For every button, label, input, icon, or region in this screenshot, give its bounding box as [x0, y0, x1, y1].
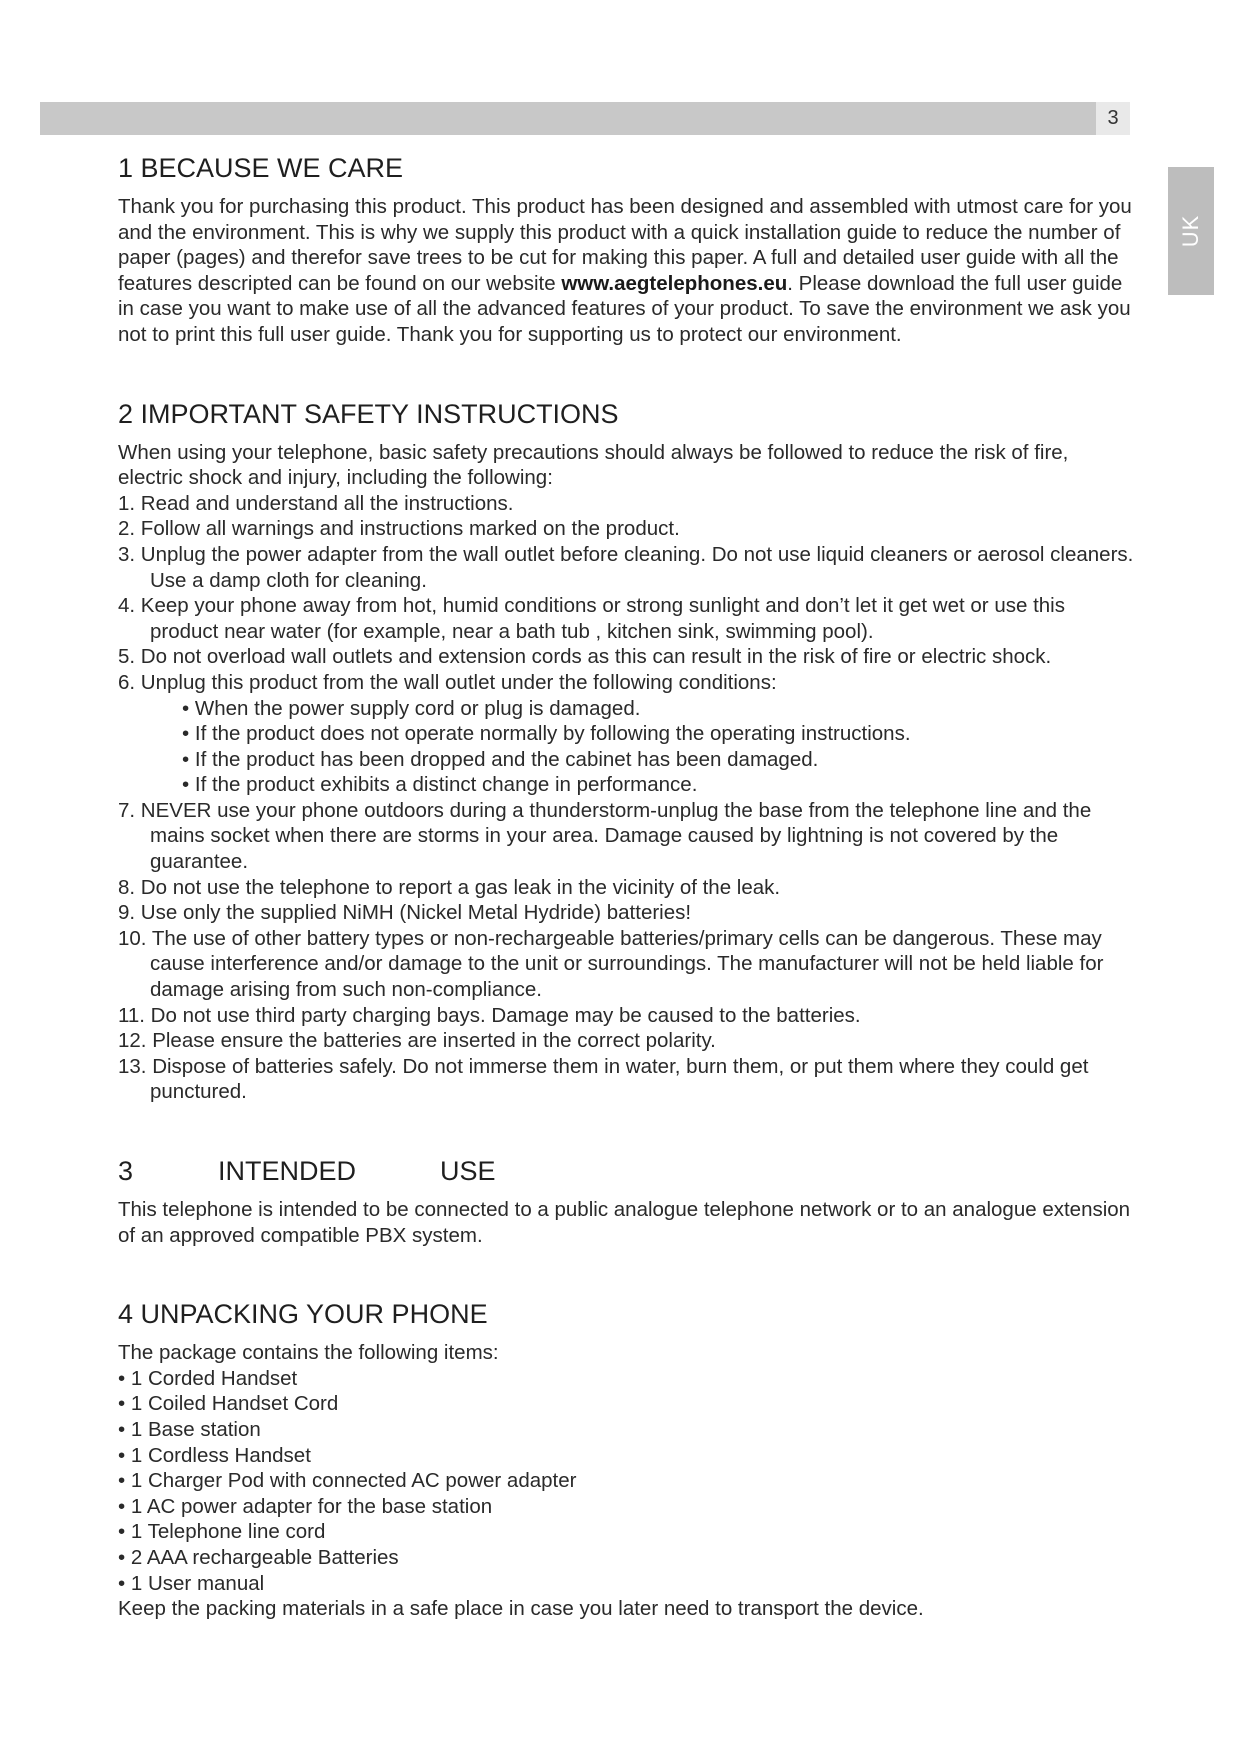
header-bar	[40, 102, 1096, 135]
list-item: 7. NEVER use your phone outdoors during a thunderstorm-unplug the base from the telephone line and the mains socket when there are storms in your area. Damage caused by lightning is not covered by the guarantee.	[118, 798, 1092, 874]
list-item: 6. Unplug this product from the wall outlet under the following conditions: • When the power supply cord or plug is damaged. • If the product does not operate normally by following the operating instructions. • If the product has been dropped and the cabinet has been damaged. • If the product exhibits a distinct change in performance.	[118, 670, 1136, 798]
section-safety-instructions	[118, 396, 1136, 1105]
condition-item: • When the power supply cord or plug is damaged.	[182, 696, 641, 720]
section-title: 1 BECAUSE WE CARE	[118, 153, 404, 183]
package-item: • 1 AC power adapter for the base station	[118, 1494, 493, 1518]
section-outro: Keep the packing materials in a safe place in case you later need to transport the device.	[118, 1597, 924, 1621]
section-intro: The package contains the following items:	[118, 1341, 499, 1365]
condition-list	[150, 696, 1136, 798]
list-item: 9. Use only the supplied NiMH (Nickel Metal Hydride) batteries!	[118, 901, 692, 925]
list-item: 11. Do not use third party charging bays. Damage may be caused to the batteries.	[118, 1003, 861, 1027]
package-list	[118, 1366, 1136, 1596]
section-unpacking	[118, 1296, 1136, 1622]
list-item: 5. Do not overload wall outlets and extension cords as this can result in the risk of fire or electric shock.	[118, 645, 1052, 669]
section-title: 3 INTENDED USE	[118, 1156, 496, 1186]
package-item: • 1 User manual	[118, 1571, 265, 1595]
package-item: • 1 Charger Pod with connected AC power adapter	[118, 1469, 577, 1493]
condition-item: • If the product exhibits a distinct change in performance.	[182, 773, 698, 797]
list-item: 3. Unplug the power adapter from the wall outlet before cleaning. Do not use liquid cleaners or aerosol cleaners. Use a damp cloth for cleaning.	[118, 542, 1134, 592]
section-paragraph: Thank you for purchasing this product. This product has been designed and assembled with utmost care for you and the environment. This is why we supply this product with a quick installation guide to reduce the number of paper (pages) and therefor save trees to be cut for making this paper. A full and detailed user guide with all the features descripted can be found on our website www.aegtelephones.eu. Please download the full user guide in case you want to make use of all the advanced features of your product. To save the environment we ask you not to print this full user guide. Thank you for supporting us to protect our environment.	[118, 195, 1132, 346]
package-item: • 1 Corded Handset	[118, 1366, 298, 1390]
condition-item: • If the product has been dropped and the cabinet has been damaged.	[182, 747, 819, 771]
section-intended-use	[118, 1153, 1136, 1248]
package-item: • 2 AAA rechargeable Batteries	[118, 1545, 399, 1569]
list-item: 12. Please ensure the batteries are inserted in the correct polarity.	[118, 1029, 716, 1053]
list-item: 10. The use of other battery types or non-rechargeable batteries/primary cells can be dangerous. These may cause interference and/or damage to the unit or surroundings. The manufacturer will not be held liable for damage arising from such non-compliance.	[118, 926, 1104, 1002]
language-tab-label: UK	[1178, 214, 1203, 248]
condition-item: • If the product does not operate normally by following the operating instructions.	[182, 722, 911, 746]
language-tab	[1168, 167, 1214, 295]
safety-list	[118, 491, 1136, 1105]
package-item: • 1 Telephone line cord	[118, 1520, 326, 1544]
list-item: 8. Do not use the telephone to report a gas leak in the vicinity of the leak.	[118, 875, 781, 899]
page-content	[118, 150, 1136, 1670]
package-item: • 1 Base station	[118, 1417, 261, 1441]
section-title: 4 UNPACKING YOUR PHONE	[118, 1299, 488, 1330]
section-paragraph: This telephone is intended to be connected to a public analogue telephone network or to an analogue extension of an approved compatible PBX system.	[118, 1198, 1131, 1247]
section-intro: When using your telephone, basic safety precautions should always be followed to reduce the risk of fire, electric shock and injury, including the following:	[118, 440, 1069, 490]
page-number: 3	[1096, 102, 1130, 135]
list-item: 2. Follow all warnings and instructions marked on the product.	[118, 517, 680, 541]
list-item: 1. Read and understand all the instructions.	[118, 491, 514, 515]
list-item: 13. Dispose of batteries safely. Do not immerse them in water, burn them, or put them where they could get punctured.	[118, 1054, 1089, 1104]
section-title: 2 IMPORTANT SAFETY INSTRUCTIONS	[118, 398, 619, 429]
section-because-we-care	[118, 150, 1136, 348]
website-link[interactable]: www.aegtelephones.eu	[561, 271, 788, 295]
package-item: • 1 Cordless Handset	[118, 1443, 311, 1467]
package-item: • 1 Coiled Handset Cord	[118, 1392, 339, 1416]
list-item: 4. Keep your phone away from hot, humid conditions or strong sunlight and don’t let it get wet or use this product near water (for example, near a bath tub , kitchen sink, swimming pool).	[118, 594, 1065, 643]
